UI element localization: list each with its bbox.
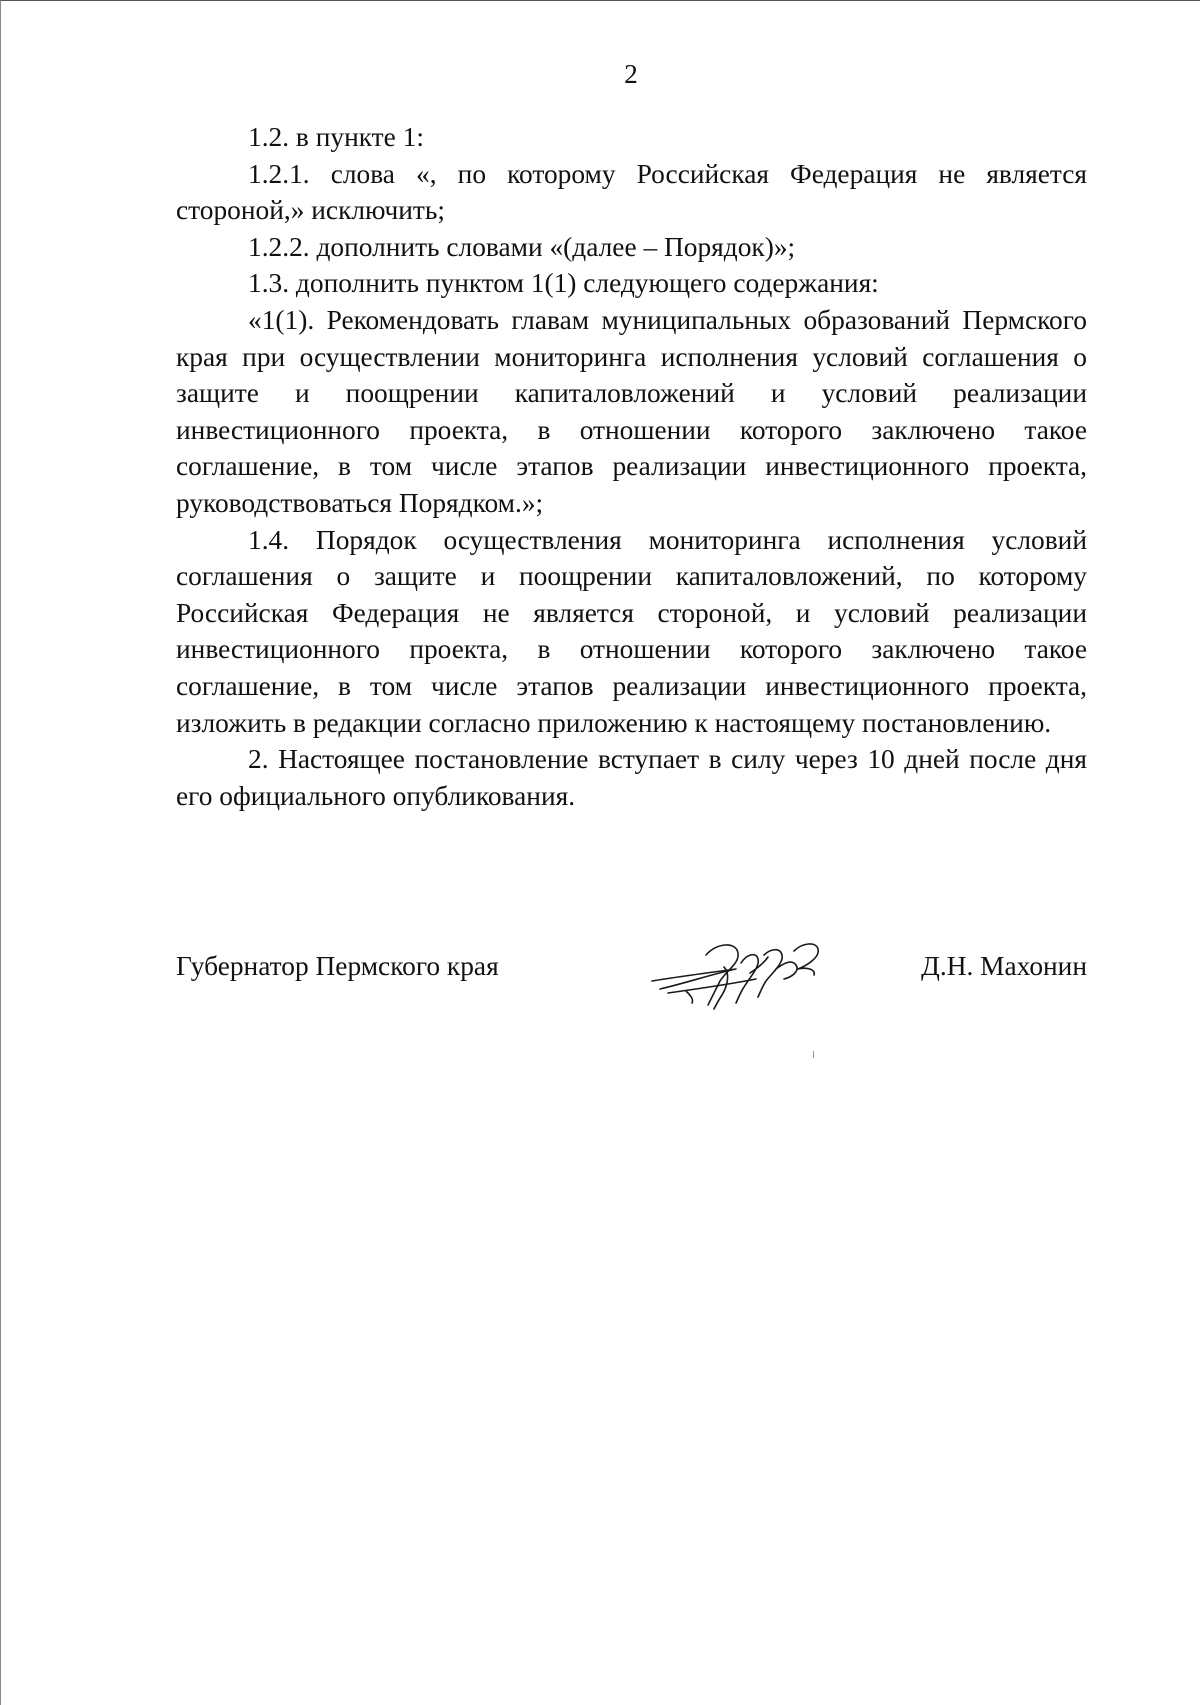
signatory-name: Д.Н. Махонин <box>921 951 1087 981</box>
paragraph-1-2: 1.2. в пункте 1: <box>248 122 424 152</box>
paragraph-1-2-1: 1.2.1. слова «, по которому Российская Федерация не является стороной,» исключить; <box>176 158 1087 226</box>
handwritten-signature <box>646 933 836 1013</box>
paragraph-2: 2. Настоящее постановление вступает в силу через 10 дней после дня его официального опубликования. <box>176 744 1087 811</box>
signatory-title: Губернатор Пермского края <box>176 951 499 981</box>
scan-speck <box>813 1051 814 1058</box>
paragraph-1-3: 1.3. дополнить пунктом 1(1) следующего содержания: <box>248 268 879 299</box>
page-number: 2 <box>624 59 638 89</box>
paragraph-1-4: 1.4. Порядок осуществления мониторинга исполнения условий соглашения о защите и поощрении капиталовложений, по которому Российская Федерация не является стороной, и условий реализации инвестиционного проекта, в отношении которого заключено такое соглашение, в том числе этапов реализации инвестиционного проекта, изложить в редакции согласно приложению к настоящему постановлению. <box>176 524 1087 738</box>
signature-block <box>176 941 1087 1021</box>
paragraph-1-1-quote: «1(1). Рекомендовать главам муниципальных образований Пермского края при осуществлении мониторинга исполнения условий соглашения о защите и поощрении капиталовложений и условий реализации инвестиционного проекта, в отношении которого заключено такое соглашение, в том числе этапов реализации инвестиционного проекта, руководствоваться Порядком.»; <box>176 304 1087 518</box>
document-body <box>176 119 1087 814</box>
paragraph-1-2-2: 1.2.2. дополнить словами «(далее – Порядок)»; <box>248 231 796 262</box>
